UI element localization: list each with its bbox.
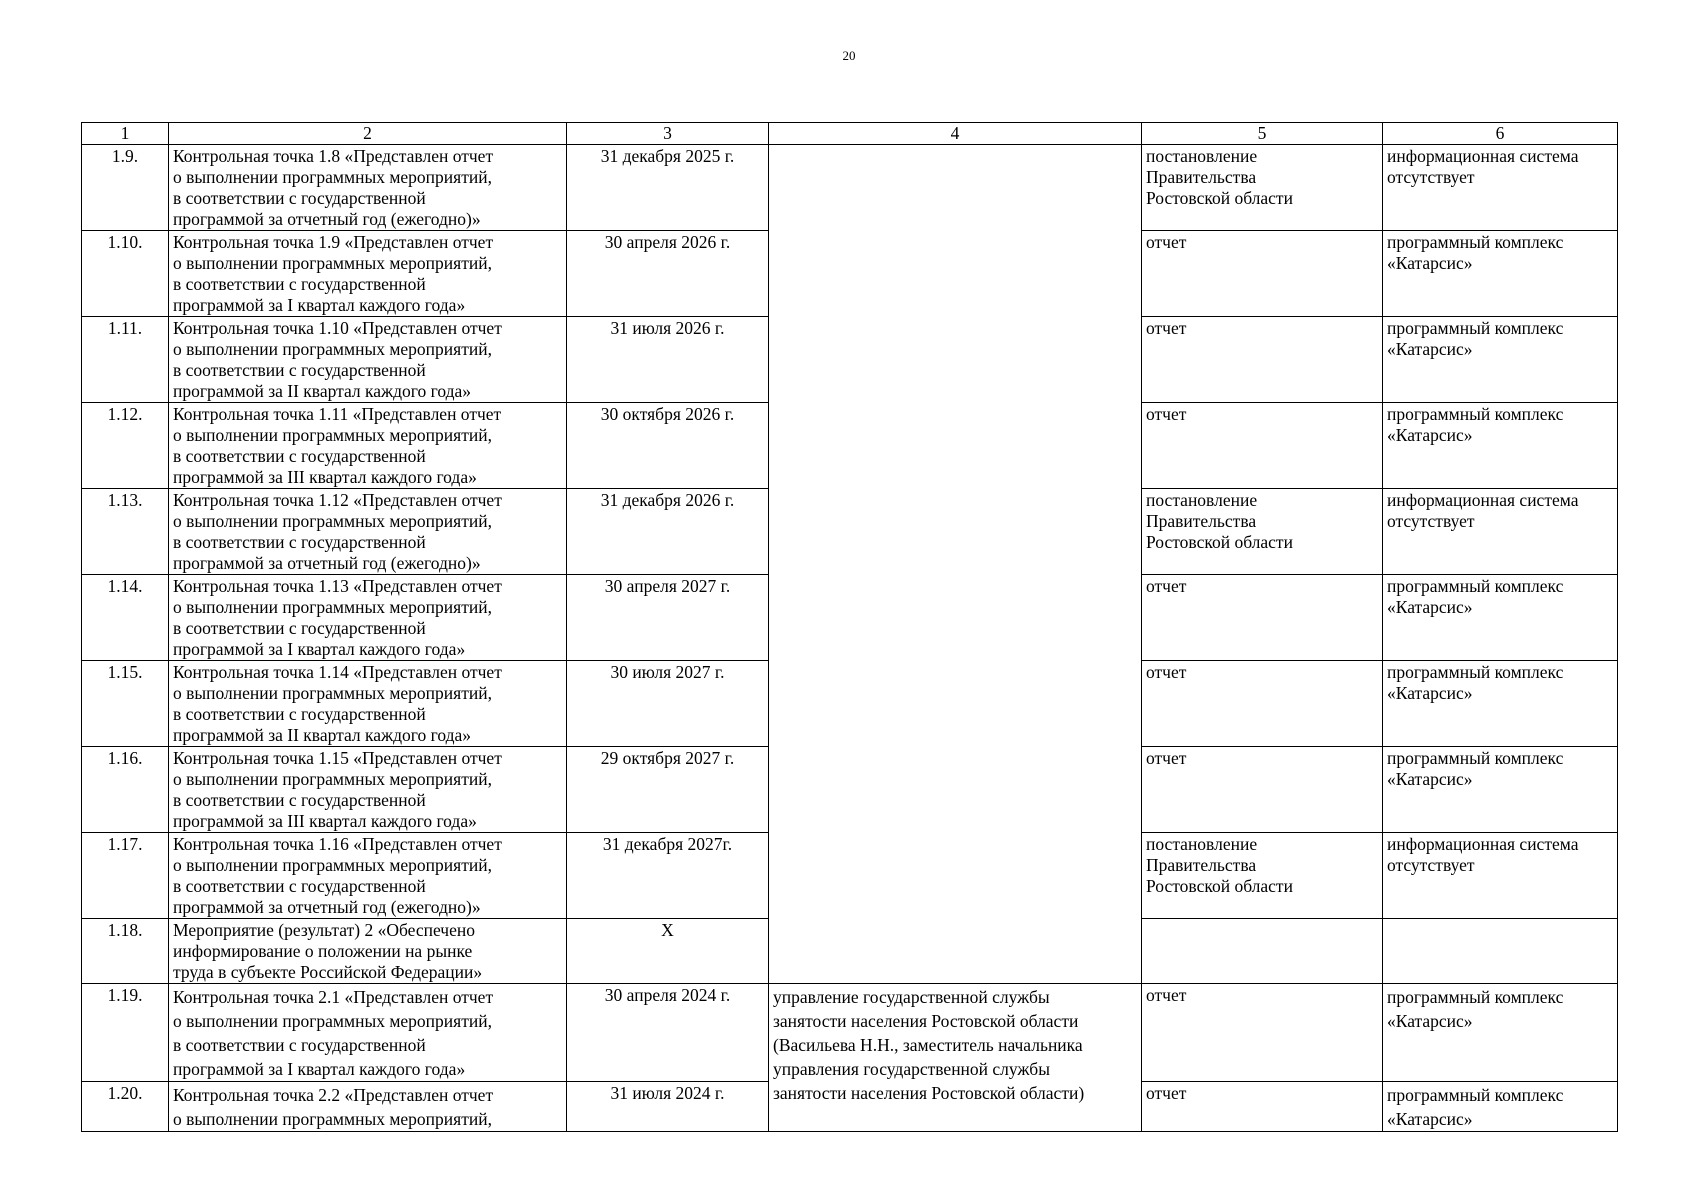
row-date: 31 декабря 2027г. bbox=[567, 833, 769, 919]
row-name: Мероприятие (результат) 2 «Обеспечено информирование о положении на рынке труда в субъекте Российской Федерации» bbox=[173, 920, 483, 982]
row-name: Контрольная точка 1.16 «Представлен отчет о выполнении программных мероприятий, в соответствии с государственной программой за отчетный год (ежегодно)» bbox=[173, 834, 502, 917]
header-cell: 5 bbox=[1142, 123, 1383, 145]
row-date: 31 декабря 2026 г. bbox=[567, 489, 769, 575]
row-number: 1.18. bbox=[82, 919, 169, 984]
row-number: 1.9. bbox=[82, 145, 169, 231]
row-name: Контрольная точка 1.10 «Представлен отчет о выполнении программных мероприятий, в соответствии с государственной программой за II квартал каждого года» bbox=[173, 318, 502, 401]
row-number: 1.17. bbox=[82, 833, 169, 919]
row-date: 31 июля 2024 г. bbox=[567, 1082, 769, 1132]
row-number: 1.20. bbox=[82, 1082, 169, 1132]
row-number: 1.15. bbox=[82, 661, 169, 747]
row-system: программный комплекс «Катарсис» bbox=[1387, 576, 1564, 617]
row-date: 30 апреля 2024 г. bbox=[567, 984, 769, 1082]
header-cell: 6 bbox=[1383, 123, 1618, 145]
row-system: программный комплекс «Катарсис» bbox=[1387, 748, 1564, 789]
row-system: программный комплекс «Катарсис» bbox=[1387, 987, 1564, 1031]
table-header-row bbox=[82, 123, 1618, 145]
row-number: 1.12. bbox=[82, 403, 169, 489]
row-date: 30 октября 2026 г. bbox=[567, 403, 769, 489]
row-document: отчет bbox=[1146, 1083, 1187, 1103]
row-date: 31 декабря 2025 г. bbox=[567, 145, 769, 231]
row-document: отчет bbox=[1146, 576, 1187, 596]
row-name: Контрольная точка 1.11 «Представлен отчет о выполнении программных мероприятий, в соответствии с государственной программой за III квартал каждого года» bbox=[173, 404, 502, 487]
row-number: 1.14. bbox=[82, 575, 169, 661]
row-date: 30 апреля 2026 г. bbox=[567, 231, 769, 317]
row-date: Х bbox=[567, 919, 769, 984]
row-system: информационная система отсутствует bbox=[1387, 834, 1579, 875]
row-system: программный комплекс «Катарсис» bbox=[1387, 318, 1564, 359]
row-number: 1.13. bbox=[82, 489, 169, 575]
row-document: отчет bbox=[1146, 404, 1187, 424]
row-date: 30 апреля 2027 г. bbox=[567, 575, 769, 661]
row-document: отчет bbox=[1146, 662, 1187, 682]
row-name: Контрольная точка 1.13 «Представлен отчет о выполнении программных мероприятий, в соответствии с государственной программой за I квартал каждого года» bbox=[173, 576, 502, 659]
row-document: постановление Правительства Ростовской области bbox=[1146, 490, 1293, 552]
row-number: 1.11. bbox=[82, 317, 169, 403]
row-system: программный комплекс «Катарсис» bbox=[1387, 232, 1564, 273]
row-document: постановление Правительства Ростовской области bbox=[1146, 146, 1293, 208]
row-document: отчет bbox=[1146, 748, 1187, 768]
row-number: 1.16. bbox=[82, 747, 169, 833]
row-system: информационная система отсутствует bbox=[1387, 146, 1579, 187]
row-date: 30 июля 2027 г. bbox=[567, 661, 769, 747]
row-name: Контрольная точка 2.1 «Представлен отчет о выполнении программных мероприятий, в соответствии с государственной программой за I квартал каждого года» bbox=[173, 987, 494, 1079]
row-document: отчет bbox=[1146, 985, 1187, 1005]
row-document: отчет bbox=[1146, 318, 1187, 338]
row-system: программный комплекс «Катарсис» bbox=[1387, 662, 1564, 703]
row-name: Контрольная точка 1.8 «Представлен отчет о выполнении программных мероприятий, в соответствии с государственной программой за отчетный год (ежегодно)» bbox=[173, 146, 494, 229]
table-row bbox=[82, 145, 1618, 231]
responsible-text: управление государственной службы занятости населения Ростовской области (Васильева Н.Н., заместитель начальника управления государственной службы занятости населения Ростовской области) bbox=[773, 987, 1085, 1103]
row-document: постановление Правительства Ростовской области bbox=[1146, 834, 1293, 896]
row-name: Контрольная точка 1.15 «Представлен отчет о выполнении программных мероприятий, в соответствии с государственной программой за III квартал каждого года» bbox=[173, 748, 502, 831]
row-system: программный комплекс «Катарсис» bbox=[1387, 1085, 1564, 1129]
row-name: Контрольная точка 1.12 «Представлен отчет о выполнении программных мероприятий, в соответствии с государственной программой за отчетный год (ежегодно)» bbox=[173, 490, 502, 573]
header-cell: 2 bbox=[169, 123, 567, 145]
row-date: 31 июля 2026 г. bbox=[567, 317, 769, 403]
row-system: программный комплекс «Катарсис» bbox=[1387, 404, 1564, 445]
row-number: 1.10. bbox=[82, 231, 169, 317]
row-number: 1.19. bbox=[82, 984, 169, 1082]
row-name: Контрольная точка 1.14 «Представлен отчет о выполнении программных мероприятий, в соответствии с государственной программой за II квартал каждого года» bbox=[173, 662, 502, 745]
row-name: Контрольная точка 2.2 «Представлен отчет о выполнении программных мероприятий, bbox=[173, 1085, 494, 1129]
row-date: 29 октября 2027 г. bbox=[567, 747, 769, 833]
header-cell: 3 bbox=[567, 123, 769, 145]
page-number: 20 bbox=[842, 48, 856, 63]
responsible-empty-cell bbox=[769, 145, 1142, 984]
row-name: Контрольная точка 1.9 «Представлен отчет о выполнении программных мероприятий, в соответствии с государственной программой за I квартал каждого года» bbox=[173, 232, 494, 315]
table-row bbox=[82, 984, 1618, 1082]
control-points-table bbox=[81, 122, 1618, 1132]
header-cell: 4 bbox=[769, 123, 1142, 145]
row-document: отчет bbox=[1146, 232, 1187, 252]
row-system: информационная система отсутствует bbox=[1387, 490, 1579, 531]
header-cell: 1 bbox=[82, 123, 169, 145]
